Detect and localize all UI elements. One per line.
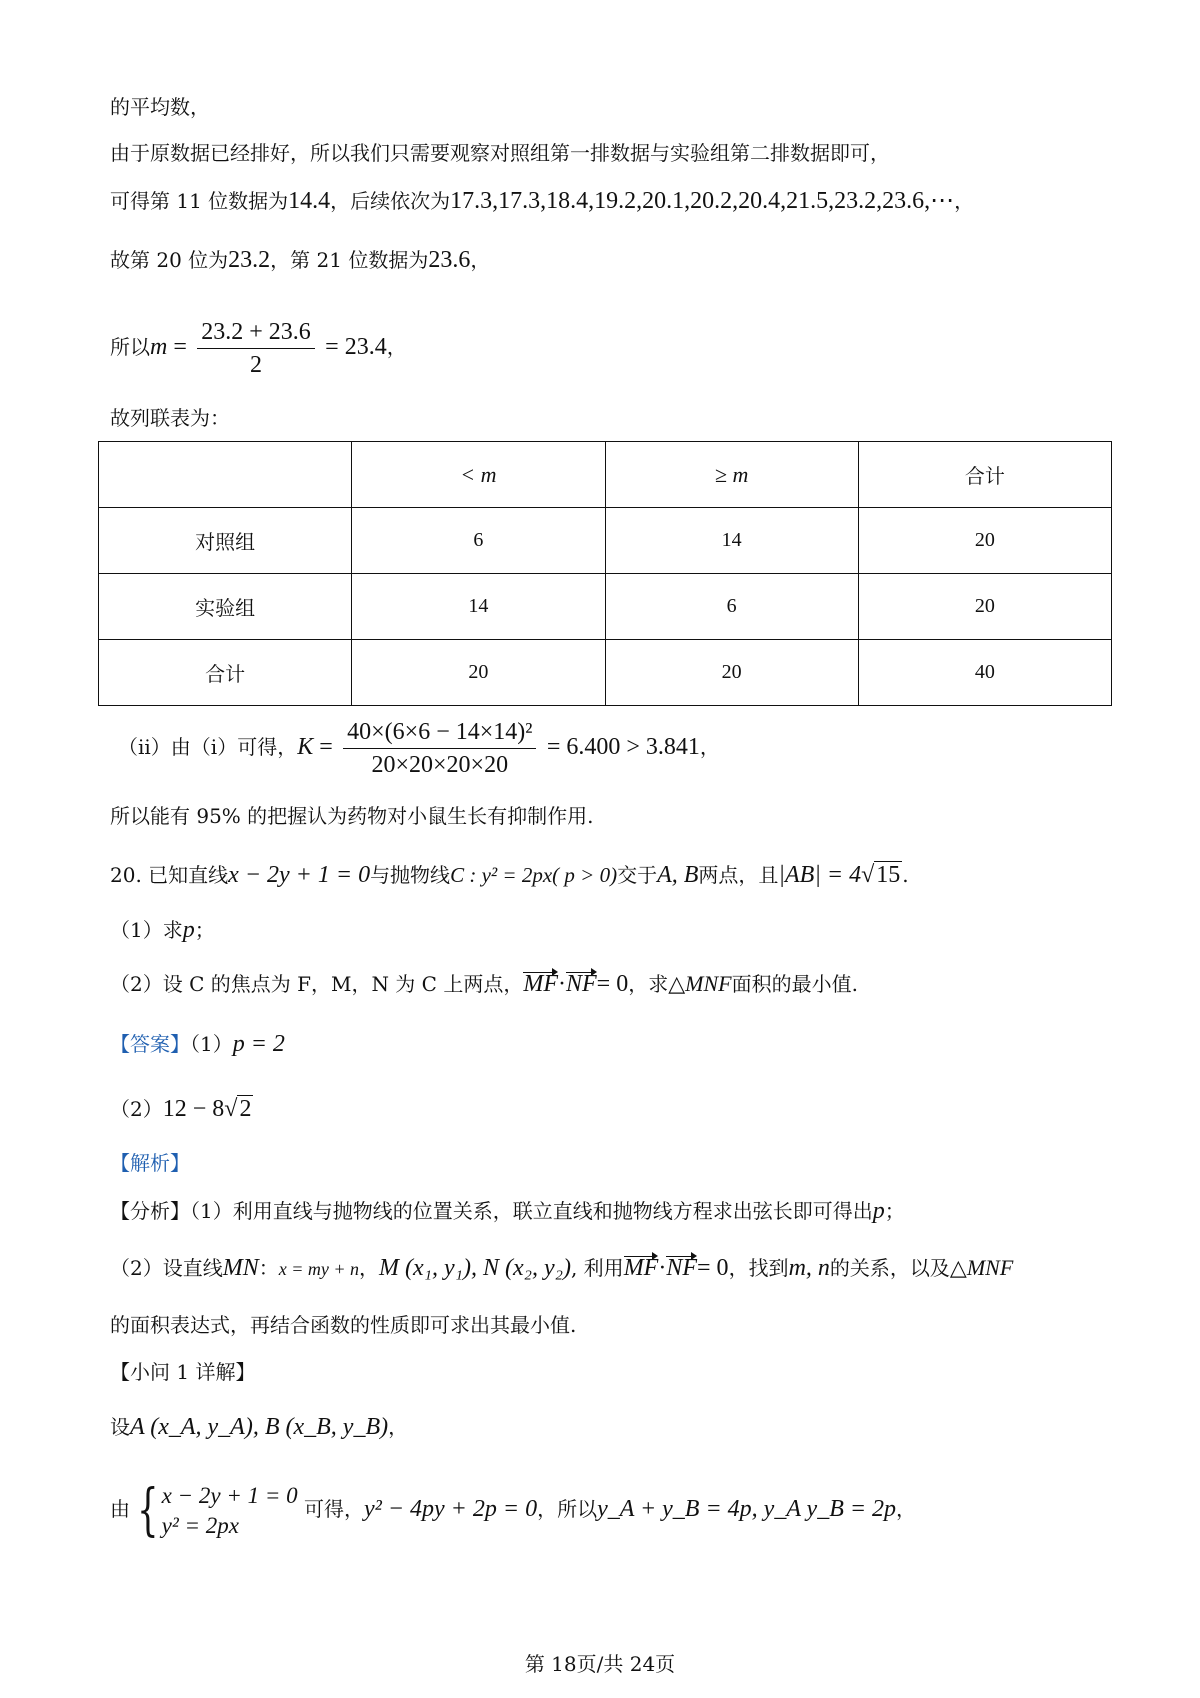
- detail-line: 设A (x_A, y_A), B (x_B, y_B)，: [110, 1414, 409, 1440]
- vector-nf: NF: [566, 971, 597, 997]
- table-cell: 20: [352, 640, 605, 706]
- table-cell: 合计: [99, 640, 352, 706]
- analysis-line: 【分析】（1）利用直线与抛物线的位置关系，联立直线和抛物线方程求出弦长即可得出p；: [110, 1198, 905, 1224]
- text-line: 的平均数，: [110, 95, 210, 119]
- question-20-part2: （2）设 C 的焦点为 F，M，N 为 C 上两点，MF·NF= 0，求△MNF面积的最小值.: [110, 971, 858, 997]
- question-20-stem: 20. 已知直线x − 2y + 1 = 0与抛物线C : y² = 2px( p > 0)交于A, B两点，且|AB| = 4√15 .: [110, 862, 909, 888]
- table-cell: 14: [605, 508, 858, 574]
- answer-part1: 【答案】（1）p = 2: [110, 1031, 285, 1057]
- answer-part2: （2）12 − 8√2: [110, 1096, 252, 1122]
- answer-tag: 【答案】: [110, 1032, 190, 1056]
- table-cell: 合计: [858, 442, 1111, 508]
- table-cell: 6: [605, 574, 858, 640]
- table-cell: 40: [858, 640, 1111, 706]
- text-line: 故列联表为：: [110, 406, 230, 430]
- text-line: 可得第 11 位数据为14.4，后续依次为17.3,17.3,18.4,19.2,20.1,20.2,20.4,21.5,23.2,23.6,⋯，: [110, 188, 975, 214]
- analysis-line: 的面积表达式，再结合函数的性质即可求出其最小值.: [110, 1313, 577, 1337]
- table-row: [99, 508, 1112, 574]
- median-formula: 所以m = $\frac{23.2 + 23.6}{2}$ = 23.4，: [110, 312, 407, 382]
- table-cell: 6: [352, 508, 605, 574]
- table-cell: ≥ m: [605, 442, 858, 508]
- table-cell: < m: [352, 442, 605, 508]
- analysis-tag: 【解析】: [110, 1151, 190, 1175]
- table-header-row: [99, 442, 1112, 508]
- table-cell: [99, 442, 352, 508]
- vector-mf: MF: [523, 971, 558, 997]
- table-cell: 对照组: [99, 508, 352, 574]
- k-statistic-formula: （ii）由（i）可得，K = $\frac{\text{40×(6×6 − 14×14)²}}{20\times 20\times 20\times 20}$ = 6.400 > 3.841，: [118, 712, 720, 782]
- table-row: [99, 640, 1112, 706]
- table-cell: 20: [858, 508, 1111, 574]
- detail-system-line: 由 { x − 2y + 1 = 0 y² = 2px 可得，y² − 4py + 2p = 0，所以y_A + y_B = 4p, y_A y_B = 2p，: [110, 1477, 917, 1543]
- detail-tag: 【小问 1 详解】: [110, 1360, 256, 1384]
- table-cell: 20: [605, 640, 858, 706]
- table-cell: 20: [858, 574, 1111, 640]
- conclusion-text: 所以能有 95% 的把握认为药物对小鼠生长有抑制作用.: [110, 804, 594, 828]
- table-cell: 实验组: [99, 574, 352, 640]
- table-row: [99, 574, 1112, 640]
- contingency-table: [98, 441, 1112, 706]
- text-line: 故第 20 位为23.2，第 21 位数据为23.6，: [110, 247, 491, 273]
- vector-nf: NF: [666, 1255, 698, 1281]
- question-20-part1: （1）求p；: [110, 917, 215, 943]
- vector-mf: MF: [623, 1255, 659, 1281]
- table-cell: 14: [352, 574, 605, 640]
- text-line: 由于原数据已经排好，所以我们只需要观察对照组第一排数据与实验组第二排数据即可，: [110, 141, 890, 165]
- page-footer: 第 18页/共 24页: [524, 1652, 676, 1676]
- analysis-line: （2）设直线MN：x = my + n，M (x₁, y₁), N (x₂, y₂), 利用MF·NF= 0，找到m, n的关系，以及△MNF: [110, 1255, 1014, 1281]
